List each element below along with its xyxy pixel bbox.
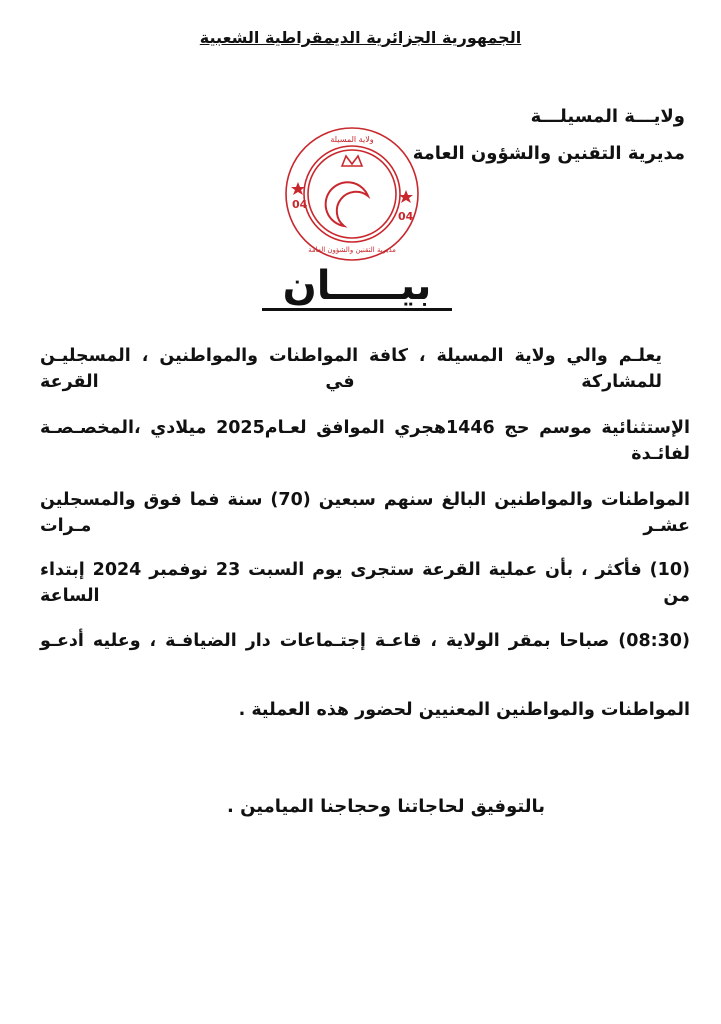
- svg-text:04: 04: [398, 210, 414, 223]
- directorate-name: مديرية التقنين والشؤون العامة: [412, 143, 685, 164]
- wilaya-name: ولايـــة المسيلـــة: [530, 106, 685, 127]
- body-line: (08:30) صباحا بمقر الولاية ، قاعـة إجتـماعات دار الضيافـة ، وعليه أدعـو: [40, 631, 690, 651]
- republic-header-text: الجمهورية الجزائرية الديمقراطية الشعبية: [199, 28, 522, 47]
- closing-remark: بالتوفيق لحاجاتنا وحجاجنا الميامين .: [226, 796, 545, 817]
- svg-text:مديرية التقنين والشؤون العامة: مديرية التقنين والشؤون العامة: [308, 246, 396, 254]
- official-stamp-icon: [284, 126, 420, 262]
- document-title: بيـــــان: [262, 264, 452, 311]
- body-line: الإستثنائية موسم حج 1446هجري الموافق لعـام2025 ميلادي ،المخصـصـة لفائـدة: [40, 418, 690, 464]
- svg-text:ولاية المسيلة: ولاية المسيلة: [330, 135, 374, 144]
- body-line: المواطنات والمواطنين المعنيين لحضور هذه العملية .: [238, 700, 690, 720]
- republic-header: [0, 28, 721, 47]
- body-line: يعلـم والي ولاية المسيلة ، كافة المواطنات والمواطنين ، المسجليـن للمشاركة في القرعة: [40, 346, 662, 392]
- body-line: المواطنات والمواطنين البالغ سنهم سبعين (70) سنة فما فوق والمسجلين عشـر مـرات: [40, 490, 690, 536]
- body-line: (10) فأكثر ، بأن عملية القرعة ستجرى يوم السبت 23 نوفمبر 2024 إبتداء من الساعة: [40, 560, 691, 606]
- svg-text:04: 04: [292, 198, 308, 211]
